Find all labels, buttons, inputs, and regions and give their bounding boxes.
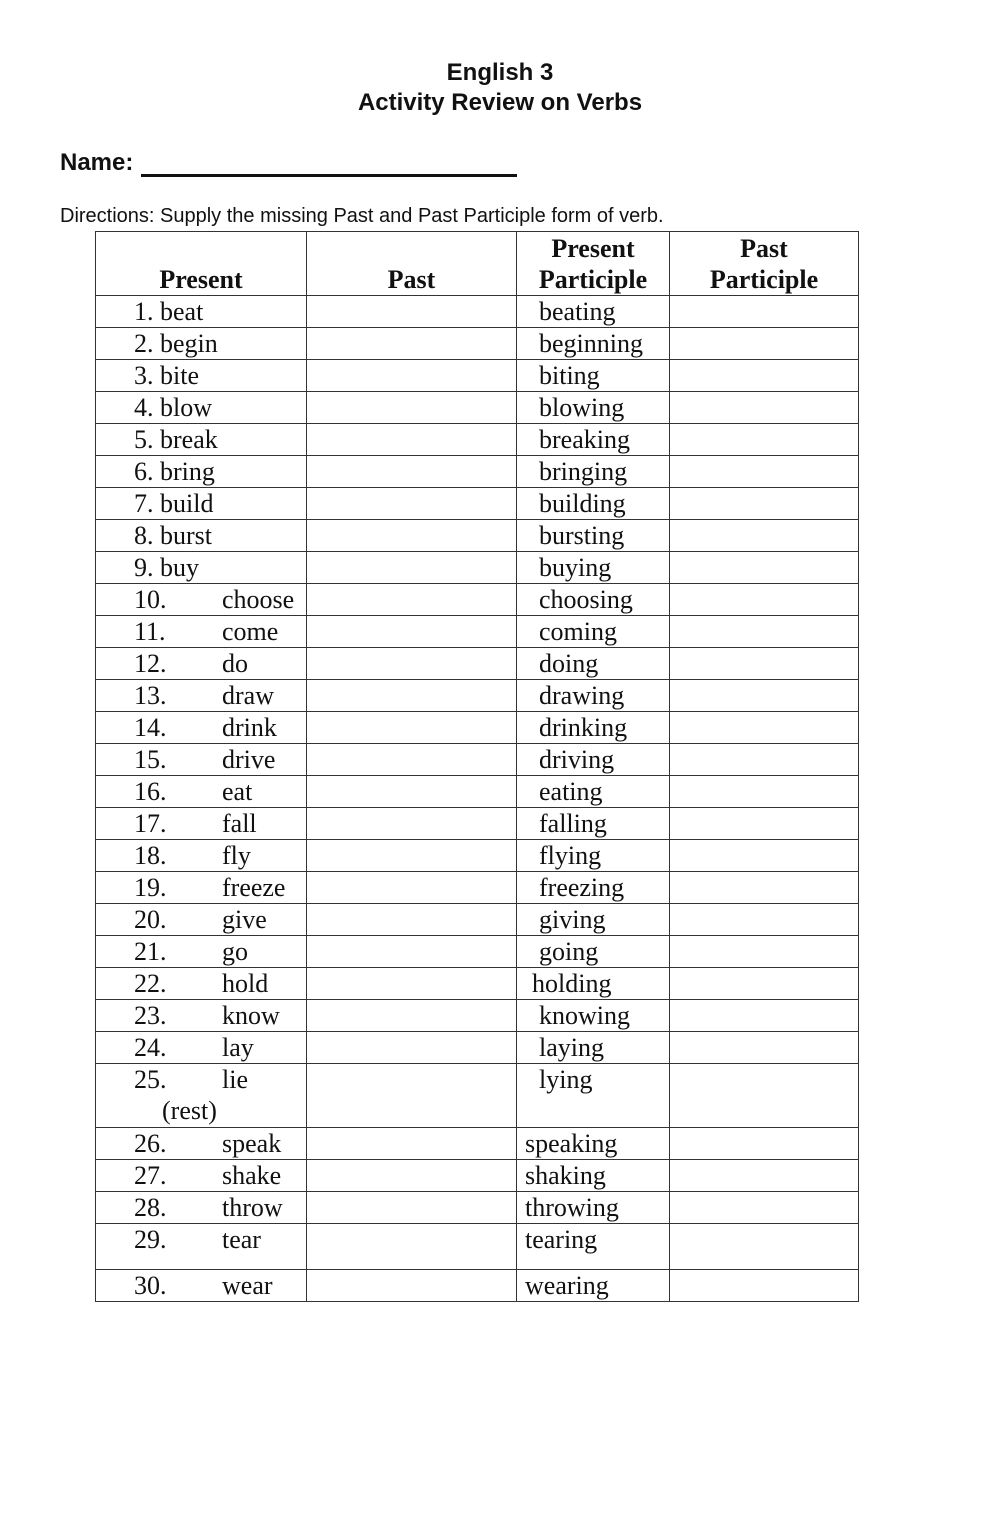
table-row (96, 584, 859, 616)
past-answer-cell[interactable] (307, 424, 517, 456)
past-answer-cell[interactable] (307, 584, 517, 616)
table-row (96, 392, 859, 424)
table-row (96, 808, 859, 840)
past-answer-cell[interactable] (307, 520, 517, 552)
present-participle-cell: bursting (517, 520, 670, 552)
past-answer-cell[interactable] (307, 808, 517, 840)
past-participle-answer-cell[interactable] (670, 904, 859, 936)
past-answer-cell[interactable] (307, 456, 517, 488)
past-answer-cell[interactable] (307, 1128, 517, 1160)
table-row (96, 744, 859, 776)
present-cell (96, 584, 307, 616)
past-answer-cell[interactable] (307, 296, 517, 328)
present-verb: know (222, 1001, 280, 1030)
name-label: Name: (60, 149, 134, 176)
past-participle-answer-cell[interactable] (670, 520, 859, 552)
present-participle-cell: choosing (517, 584, 670, 616)
present-participle-cell: blowing (517, 392, 670, 424)
present-participle-cell: lying (517, 1064, 670, 1128)
directions-text: Directions: Supply the missing Past and Past Participle form of verb. (60, 205, 664, 227)
name-row (60, 148, 517, 177)
present-verb: speak (222, 1129, 282, 1158)
present-verb: bite (160, 361, 199, 390)
row-number: 28. (134, 1193, 167, 1222)
table-row (96, 616, 859, 648)
table-row (96, 1192, 859, 1224)
present-participle-cell: bringing (517, 456, 670, 488)
past-participle-answer-cell[interactable] (670, 360, 859, 392)
past-participle-answer-cell[interactable] (670, 328, 859, 360)
row-number: 1. (134, 297, 154, 326)
present-cell (96, 1032, 307, 1064)
past-answer-cell[interactable] (307, 1032, 517, 1064)
past-answer-cell[interactable] (307, 1064, 517, 1128)
past-answer-cell[interactable] (307, 1160, 517, 1192)
past-participle-answer-cell[interactable] (670, 456, 859, 488)
past-answer-cell[interactable] (307, 1000, 517, 1032)
header-present-participle-line1: Present (551, 234, 635, 263)
past-answer-cell[interactable] (307, 712, 517, 744)
present-participle-cell: beginning (517, 328, 670, 360)
present-participle-cell: tearing (517, 1224, 670, 1270)
table-row (96, 712, 859, 744)
name-blank-line[interactable] (141, 148, 517, 177)
table-row (96, 1032, 859, 1064)
table-row (96, 488, 859, 520)
present-verb: tear (222, 1225, 261, 1254)
row-number: 29. (134, 1225, 167, 1254)
present-verb: draw (222, 681, 274, 710)
present-cell (96, 744, 307, 776)
table-row (96, 936, 859, 968)
present-cell (96, 1224, 307, 1270)
present-verb: fall (222, 809, 257, 838)
past-participle-answer-cell[interactable] (670, 712, 859, 744)
past-participle-answer-cell[interactable] (670, 872, 859, 904)
table-row (96, 360, 859, 392)
row-number: 17. (134, 809, 167, 838)
past-participle-answer-cell[interactable] (670, 392, 859, 424)
worksheet-course-title: English 3 (446, 59, 554, 86)
present-cell (96, 1270, 307, 1302)
table-row (96, 1270, 859, 1302)
row-number: 12. (134, 649, 167, 678)
past-answer-cell[interactable] (307, 744, 517, 776)
present-verb: freeze (222, 873, 286, 902)
table-row (96, 424, 859, 456)
past-answer-cell[interactable] (307, 552, 517, 584)
present-participle-cell: falling (517, 808, 670, 840)
row-number: 16. (134, 777, 167, 806)
table-row (96, 520, 859, 552)
row-number: 30. (134, 1271, 167, 1300)
past-answer-cell[interactable] (307, 328, 517, 360)
present-cell (96, 1160, 307, 1192)
past-answer-cell[interactable] (307, 872, 517, 904)
past-participle-answer-cell[interactable] (670, 1160, 859, 1192)
present-verb: choose (222, 585, 295, 614)
present-participle-cell: doing (517, 648, 670, 680)
past-participle-answer-cell[interactable] (670, 616, 859, 648)
present-cell (96, 1128, 307, 1160)
present-cell (96, 776, 307, 808)
past-participle-answer-cell[interactable] (670, 488, 859, 520)
table-row (96, 904, 859, 936)
past-participle-answer-cell[interactable] (670, 808, 859, 840)
present-verb: eat (222, 777, 253, 806)
present-cell (96, 392, 307, 424)
row-number: 18. (134, 841, 167, 870)
present-verb: go (222, 937, 248, 966)
present-verb: lie (222, 1065, 248, 1094)
present-participle-cell: drawing (517, 680, 670, 712)
present-participle-cell: holding (517, 968, 670, 1000)
row-number: 4. (134, 393, 154, 422)
past-answer-cell[interactable] (307, 840, 517, 872)
past-answer-cell[interactable] (307, 392, 517, 424)
present-cell (96, 808, 307, 840)
past-participle-answer-cell[interactable] (670, 1000, 859, 1032)
past-participle-answer-cell[interactable] (670, 552, 859, 584)
present-participle-cell: giving (517, 904, 670, 936)
present-verb: drive (222, 745, 276, 774)
row-number: 19. (134, 873, 167, 902)
present-participle-cell: driving (517, 744, 670, 776)
row-number: 15. (134, 745, 167, 774)
present-cell (96, 712, 307, 744)
table-row (96, 1160, 859, 1192)
present-verb: build (160, 489, 214, 518)
present-cell (96, 520, 307, 552)
table-row (96, 680, 859, 712)
present-participle-cell: flying (517, 840, 670, 872)
present-participle-cell: laying (517, 1032, 670, 1064)
past-participle-answer-cell[interactable] (670, 968, 859, 1000)
worksheet-subtitle: Activity Review on Verbs (357, 89, 643, 116)
present-cell (96, 872, 307, 904)
present-verb: buy (160, 553, 199, 582)
past-participle-answer-cell[interactable] (670, 680, 859, 712)
header-present: Present (96, 232, 307, 296)
present-participle-cell: throwing (517, 1192, 670, 1224)
row-number: 3. (134, 361, 154, 390)
row-number: 22. (134, 969, 167, 998)
table-row (96, 1224, 859, 1270)
present-verb: burst (160, 521, 212, 550)
past-participle-answer-cell[interactable] (670, 936, 859, 968)
present-participle-cell: drinking (517, 712, 670, 744)
past-answer-cell[interactable] (307, 1192, 517, 1224)
present-verb: come (222, 617, 279, 646)
past-answer-cell[interactable] (307, 616, 517, 648)
table-row (96, 776, 859, 808)
row-number: 6. (134, 457, 154, 486)
present-cell (96, 968, 307, 1000)
present-participle-cell: going (517, 936, 670, 968)
present-verb: hold (222, 969, 269, 998)
present-cell (96, 1000, 307, 1032)
past-participle-answer-cell[interactable] (670, 840, 859, 872)
present-cell (96, 456, 307, 488)
past-participle-answer-cell[interactable] (670, 584, 859, 616)
present-cell (96, 488, 307, 520)
present-verb: beat (160, 297, 204, 326)
header-past: Past (307, 232, 517, 296)
present-cell (96, 616, 307, 648)
row-number: 10. (134, 585, 167, 614)
past-answer-cell[interactable] (307, 648, 517, 680)
past-participle-answer-cell[interactable] (670, 1032, 859, 1064)
past-participle-answer-cell[interactable] (670, 744, 859, 776)
verb-note: (rest) (162, 1096, 217, 1125)
row-number: 9. (134, 553, 154, 582)
present-verb: fly (222, 841, 251, 870)
present-cell (96, 648, 307, 680)
header-past-participle (670, 232, 859, 296)
present-participle-cell: speaking (517, 1128, 670, 1160)
table-row (96, 648, 859, 680)
row-number: 7. (134, 489, 154, 518)
present-verb: throw (222, 1193, 283, 1222)
present-cell (96, 360, 307, 392)
present-participle-cell: breaking (517, 424, 670, 456)
present-participle-cell: wearing (517, 1270, 670, 1302)
past-answer-cell[interactable] (307, 488, 517, 520)
table-row (96, 552, 859, 584)
past-answer-cell[interactable] (307, 968, 517, 1000)
table-row (96, 968, 859, 1000)
past-answer-cell[interactable] (307, 360, 517, 392)
past-participle-answer-cell[interactable] (670, 1270, 859, 1302)
past-participle-answer-cell[interactable] (670, 1224, 859, 1270)
present-participle-cell: shaking (517, 1160, 670, 1192)
table-row (96, 872, 859, 904)
verb-table (95, 231, 859, 1302)
row-number: 21. (134, 937, 167, 966)
past-answer-cell[interactable] (307, 776, 517, 808)
row-number: 14. (134, 713, 167, 742)
table-row (96, 1128, 859, 1160)
past-participle-answer-cell[interactable] (670, 776, 859, 808)
row-number: 25. (134, 1065, 167, 1094)
present-verb: drink (222, 713, 277, 742)
present-verb: bring (160, 457, 215, 486)
header-present-participle-line2: Participle (538, 265, 648, 294)
table-header-row (96, 232, 859, 296)
row-number: 24. (134, 1033, 167, 1062)
header-past-participle-line2: Participle (709, 265, 819, 294)
past-participle-answer-cell[interactable] (670, 1192, 859, 1224)
past-answer-cell[interactable] (307, 680, 517, 712)
past-participle-answer-cell[interactable] (670, 424, 859, 456)
present-verb: wear (222, 1271, 273, 1300)
present-participle-cell: biting (517, 360, 670, 392)
row-number: 27. (134, 1161, 167, 1190)
present-cell (96, 552, 307, 584)
present-verb: give (222, 905, 267, 934)
present-verb: do (222, 649, 248, 678)
present-cell (96, 1192, 307, 1224)
header-past-participle-line1: Past (740, 234, 788, 263)
header-present-participle (517, 232, 670, 296)
row-number: 11. (134, 617, 166, 646)
row-number: 5. (134, 425, 154, 454)
past-answer-cell[interactable] (307, 1270, 517, 1302)
past-participle-answer-cell[interactable] (670, 1064, 859, 1128)
row-number: 20. (134, 905, 167, 934)
table-row (96, 456, 859, 488)
past-answer-cell[interactable] (307, 936, 517, 968)
present-verb: shake (222, 1161, 282, 1190)
past-answer-cell[interactable] (307, 904, 517, 936)
present-participle-cell: knowing (517, 1000, 670, 1032)
table-row (96, 296, 859, 328)
present-verb: begin (160, 329, 218, 358)
present-cell (96, 904, 307, 936)
past-answer-cell[interactable] (307, 1224, 517, 1270)
present-verb: break (160, 425, 218, 454)
past-participle-answer-cell[interactable] (670, 1128, 859, 1160)
present-participle-cell: buying (517, 552, 670, 584)
table-row (96, 1064, 859, 1128)
present-cell (96, 840, 307, 872)
present-cell (96, 936, 307, 968)
present-cell (96, 328, 307, 360)
present-participle-cell: beating (517, 296, 670, 328)
past-participle-answer-cell[interactable] (670, 296, 859, 328)
row-number: 13. (134, 681, 167, 710)
table-row (96, 328, 859, 360)
present-cell (96, 1064, 307, 1128)
row-number: 23. (134, 1001, 167, 1030)
present-verb: blow (160, 393, 212, 422)
row-number: 26. (134, 1129, 167, 1158)
present-participle-cell: building (517, 488, 670, 520)
present-participle-cell: freezing (517, 872, 670, 904)
past-participle-answer-cell[interactable] (670, 648, 859, 680)
row-number: 2. (134, 329, 154, 358)
present-participle-cell: coming (517, 616, 670, 648)
row-number: 8. (134, 521, 154, 550)
table-row (96, 1000, 859, 1032)
present-cell (96, 424, 307, 456)
table-row (96, 840, 859, 872)
present-cell (96, 296, 307, 328)
present-participle-cell: eating (517, 776, 670, 808)
present-cell (96, 680, 307, 712)
present-verb: lay (222, 1033, 254, 1062)
